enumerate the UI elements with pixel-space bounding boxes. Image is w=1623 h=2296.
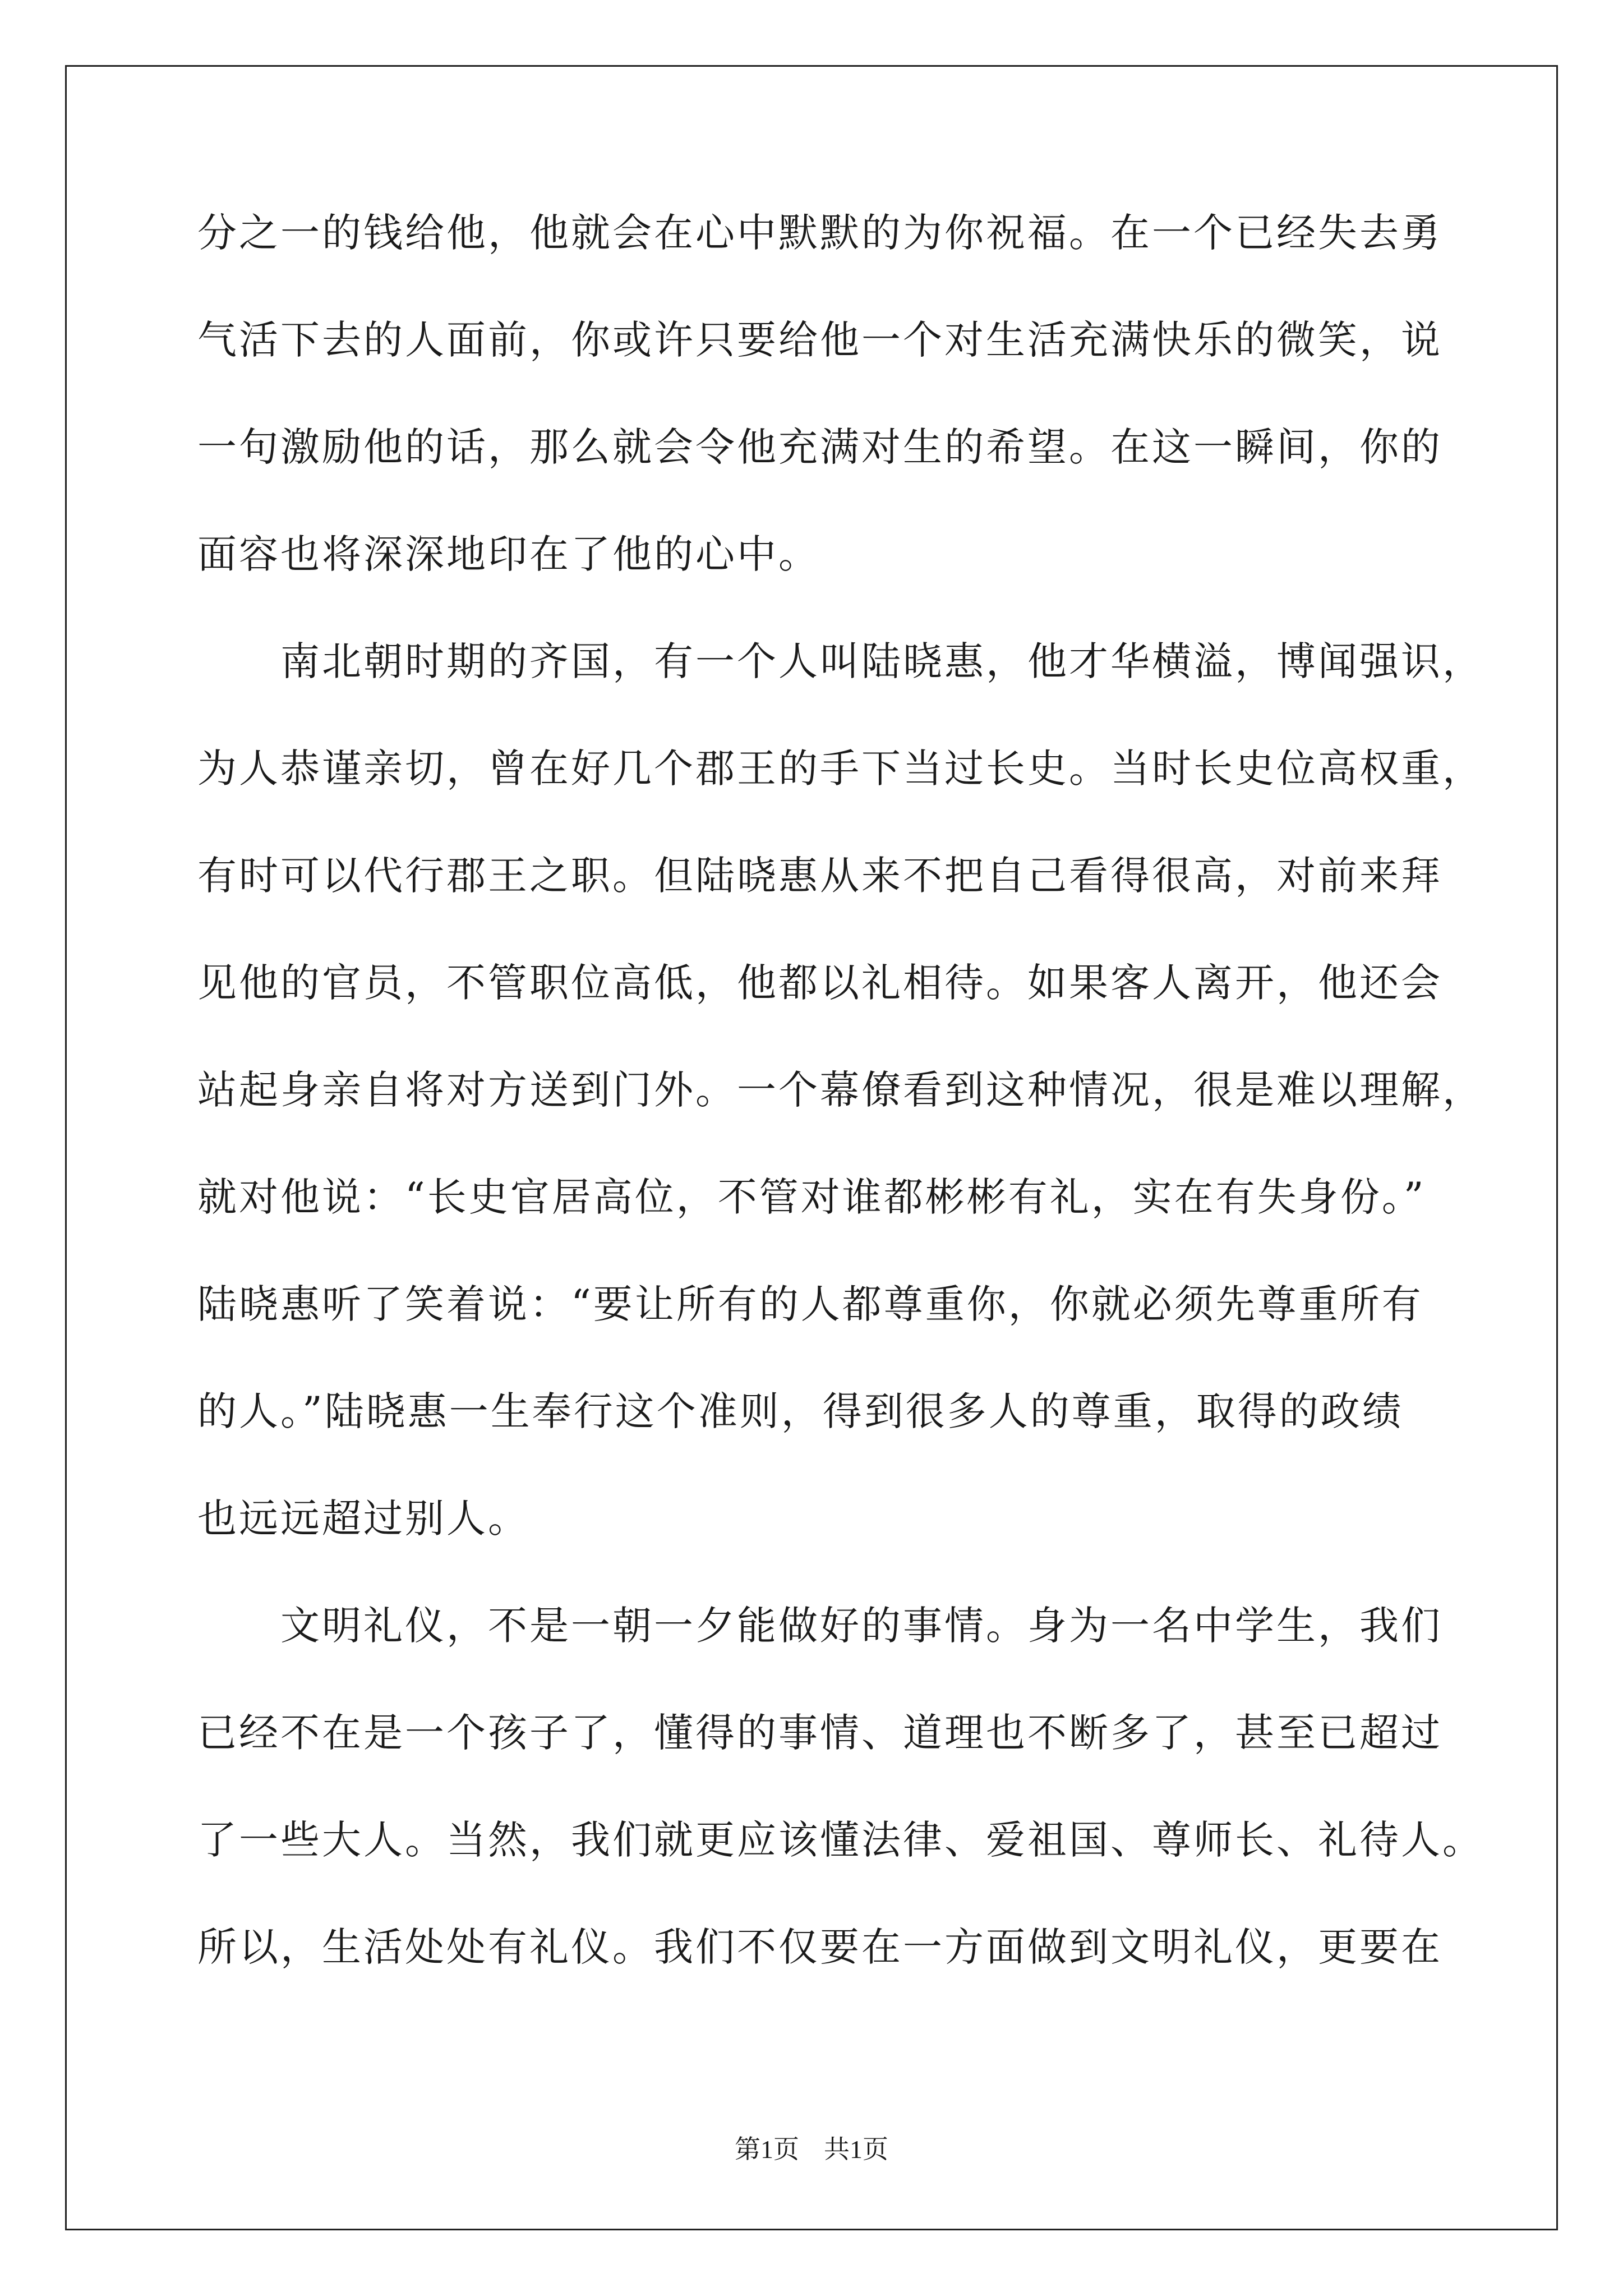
text-line: 就对他说：“长史官居高位，不管对谁都彬彬有礼，实在有失身份。” <box>197 1174 1426 1220</box>
text-line: 了一些大人。当然，我们就更应该懂法律、爱祖国、尊师长、礼待人。 <box>197 1817 1484 1863</box>
text-line: 也远远超过别人。 <box>197 1496 529 1542</box>
page-number-total: 共1页 <box>824 2135 888 2164</box>
text-line: 文明礼仪，不是一朝一夕能做好的事情。身为一名中学生，我们 <box>197 1603 1442 1649</box>
document-body <box>197 205 1484 2026</box>
text-line: 站起身亲自将对方送到门外。一个幕僚看到这种情况，很是难以理解， <box>197 1067 1484 1113</box>
text-line: 的人。”陆晓惠一生奉行这个准则，得到很多人的尊重，取得的政绩 <box>197 1388 1404 1434</box>
text-line: 面容也将深深地印在了他的心中。 <box>197 531 820 577</box>
text-line: 为人恭谨亲切，曾在好几个郡王的手下当过长史。当时长史位高权重， <box>197 746 1484 792</box>
page-footer <box>0 2129 1623 2166</box>
page-number-current: 第1页 <box>735 2135 799 2164</box>
text-line: 已经不在是一个孩子了，懂得的事情、道理也不断多了，甚至已超过 <box>197 1710 1442 1756</box>
text-line: 所以，生活处处有礼仪。我们不仅要在一方面做到文明礼仪，更要在 <box>197 1924 1442 1970</box>
text-line: 南北朝时期的齐国，有一个人叫陆晓惠，他才华横溢，博闻强识， <box>197 638 1484 684</box>
text-line: 有时可以代行郡王之职。但陆晓惠从来不把自己看得很高，对前来拜 <box>197 853 1442 899</box>
text-line: 见他的官员，不管职位高低，他都以礼相待。如果客人离开，他还会 <box>197 960 1442 1006</box>
text-line: 一句激励他的话，那么就会令他充满对生的希望。在这一瞬间，你的 <box>197 424 1442 470</box>
text-line: 陆晓惠听了笑着说：“要让所有的人都尊重你，你就必须先尊重所有 <box>197 1281 1423 1327</box>
text-line: 分之一的钱给他，他就会在心中默默的为你祝福。在一个已经失去勇 <box>197 210 1442 256</box>
text-line: 气活下去的人面前，你或许只要给他一个对生活充满快乐的微笑，说 <box>197 317 1442 363</box>
